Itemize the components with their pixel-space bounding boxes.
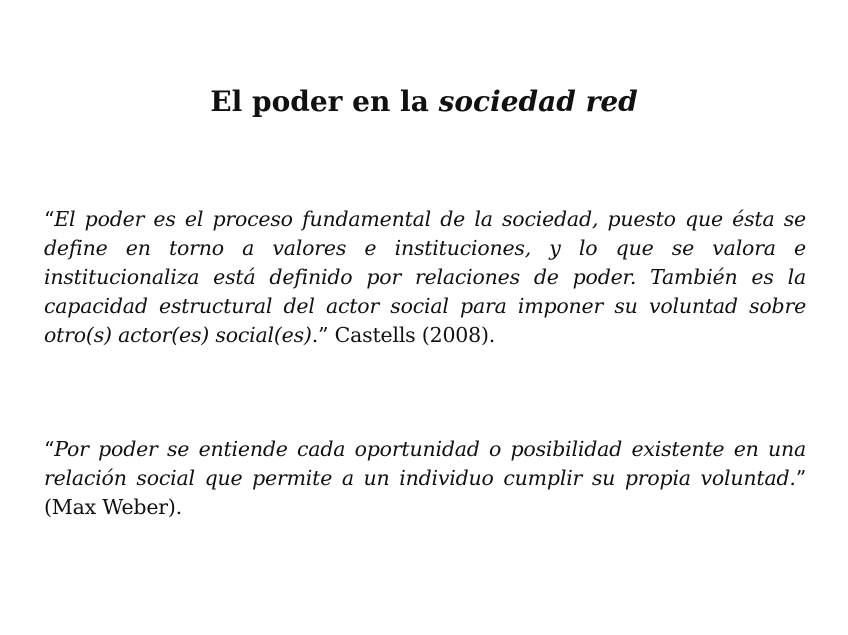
quote-weber xyxy=(44,435,806,522)
quote-attribution: Castells (2008). xyxy=(328,323,496,347)
slide-title-plain: El poder en la xyxy=(210,85,439,118)
slide-title-italic: sociedad red xyxy=(438,85,638,118)
quote-text: Por poder se entiende cada oportunidad o posibilidad existente en una relación social que permite a un individuo cumplir su propia voluntad. xyxy=(44,437,806,490)
quote-close-mark: ” xyxy=(795,466,806,490)
quote-text: El poder es el proceso fundamental de la sociedad, puesto que ésta se define en torno a valores e instituciones, y lo que se valora e institucionaliza está definido por relaciones de poder. También es la capacidad estructural del actor social para imponer su voluntad sobre otro(s) actor(es) social(es) xyxy=(44,207,806,347)
quote-close-mark: .” xyxy=(311,323,329,347)
slide-title xyxy=(0,82,848,122)
quote-castells xyxy=(44,205,806,350)
quote-open-mark: “ xyxy=(44,207,55,231)
quote-attribution: (Max Weber). xyxy=(44,495,182,519)
quote-open-mark: “ xyxy=(44,437,55,461)
